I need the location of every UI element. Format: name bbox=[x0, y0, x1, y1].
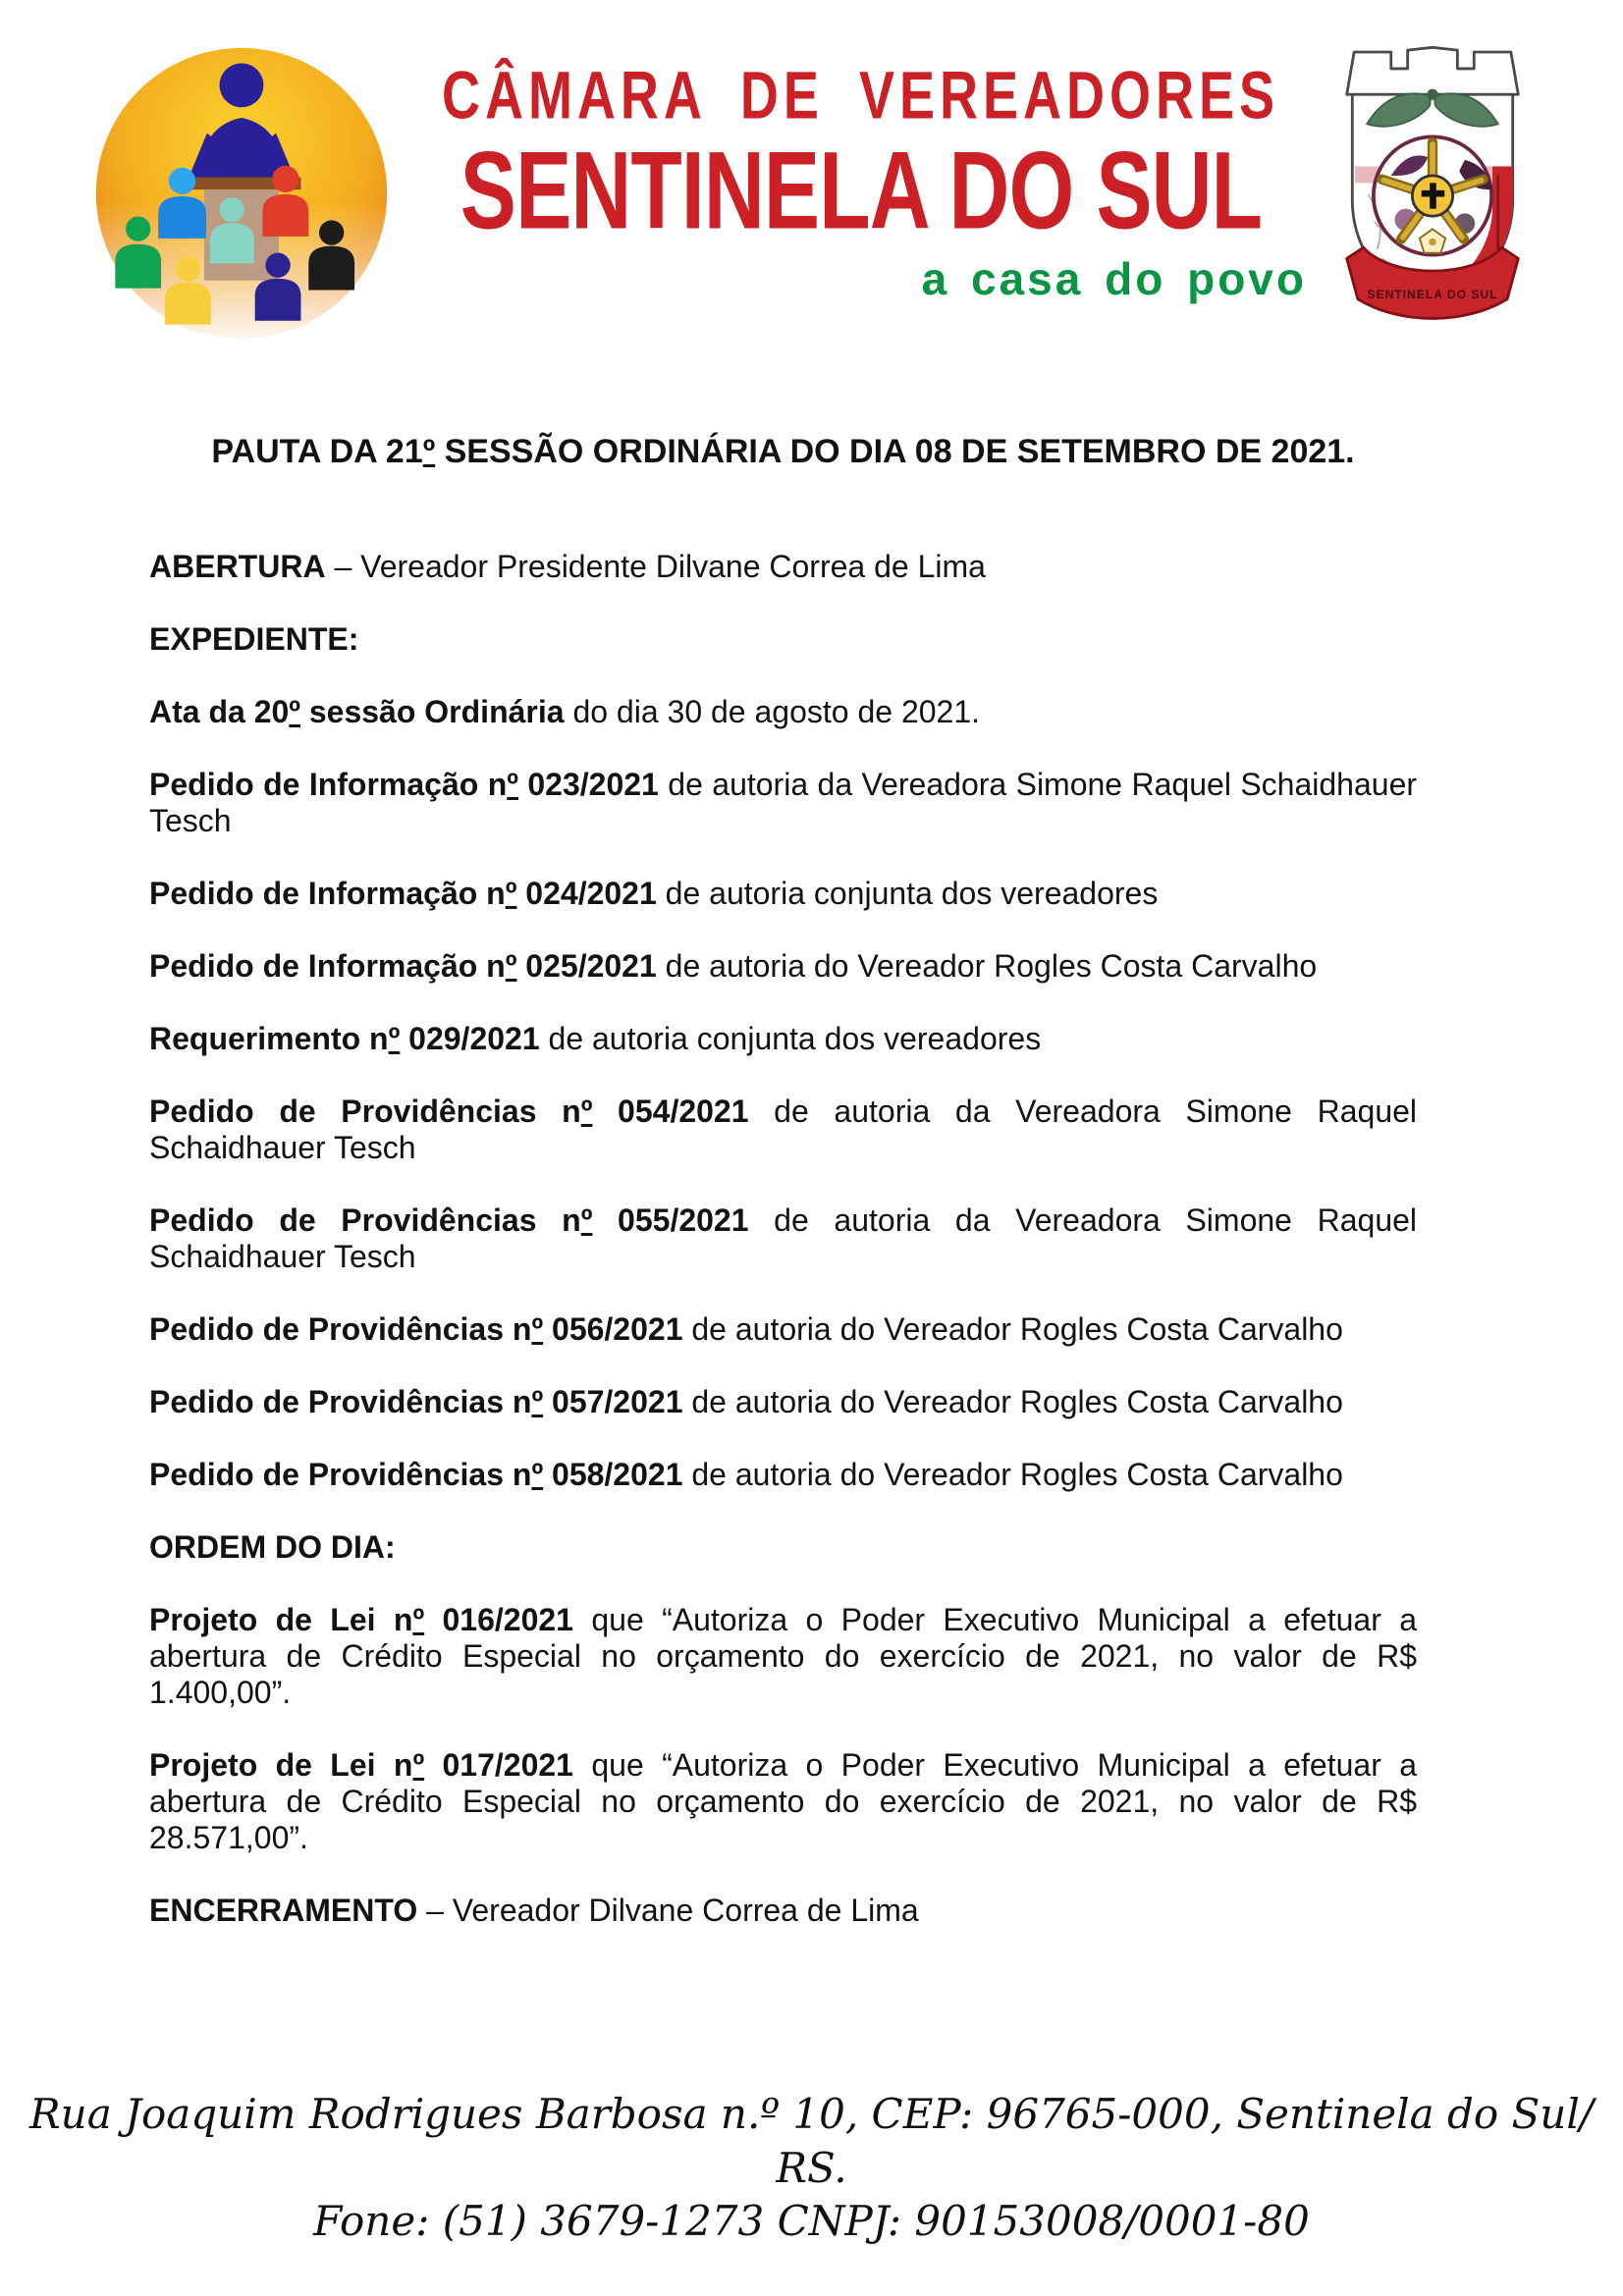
agenda-item-text: de autoria do Vereador Rogles Costa Carvalho bbox=[682, 1383, 1343, 1419]
agenda-item-text: de autoria conjunta dos vereadores bbox=[656, 875, 1159, 911]
agenda-item-heading: ABERTURA bbox=[149, 548, 326, 584]
agenda-item bbox=[149, 767, 1417, 839]
footer-contact: Fone: (51) 3679-1273 CNPJ: 90153008/0001-80 bbox=[313, 2197, 1310, 2246]
document-body bbox=[0, 361, 1623, 1929]
agenda-list bbox=[149, 549, 1417, 1929]
agenda-item-heading: ORDEM DO DIA: bbox=[149, 1528, 396, 1565]
masthead-text bbox=[395, 37, 1326, 305]
agenda-item-heading: Projeto de Lei nº 016/2021 bbox=[149, 1601, 573, 1637]
agenda-item-heading: Pedido de Informação nº 025/2021 bbox=[149, 947, 657, 984]
agenda-item-text: de autoria da Vereadora Simone Raquel Schaidhauer Tesch bbox=[149, 1093, 1418, 1165]
agenda-item-heading: Pedido de Providências nº 057/2021 bbox=[149, 1383, 683, 1419]
masthead bbox=[0, 0, 1623, 361]
agenda-item-text: – Vereador Dilvane Correa de Lima bbox=[417, 1892, 919, 1928]
agenda-item bbox=[149, 1094, 1417, 1166]
page-title: PAUTA DA 21º SESSÃO ORDINÁRIA DO DIA 08 DE SETEMBRO DE 2021. bbox=[211, 433, 1355, 470]
agenda-item-text: de autoria do Vereador Rogles Costa Carvalho bbox=[682, 1310, 1343, 1347]
agenda-item-heading: Pedido de Providências nº 054/2021 bbox=[149, 1093, 749, 1129]
agenda-item-text: que “Autoriza o Poder Executivo Municipal a efetuar a abertura de Crédito Especial no orçamento do exercício de 2021, no valor de R$ 1.400,00”. bbox=[149, 1601, 1418, 1710]
agenda-item-text: – Vereador Presidente Dilvane Correa de Lima bbox=[325, 548, 986, 584]
agenda-item-heading: Projeto de Lei nº 017/2021 bbox=[149, 1746, 573, 1783]
agenda-item bbox=[149, 621, 1417, 658]
agenda-item bbox=[149, 1529, 1417, 1566]
agenda-item bbox=[149, 1311, 1417, 1348]
agenda-item-heading: Pedido de Providências nº 056/2021 bbox=[149, 1310, 683, 1347]
camara-logo bbox=[88, 37, 395, 358]
agenda-item-heading: Pedido de Informação nº 024/2021 bbox=[149, 875, 657, 911]
agenda-item-heading: Requerimento nº 029/2021 bbox=[149, 1020, 540, 1056]
document-footer bbox=[0, 2088, 1623, 2249]
agenda-item-text: de autoria do Vereador Rogles Costa Carvalho bbox=[682, 1456, 1343, 1492]
agenda-item-heading: Pedido de Informação nº 023/2021 bbox=[149, 766, 659, 802]
agenda-item-heading: Ata da 20º sessão Ordinária bbox=[149, 693, 565, 729]
agenda-item bbox=[149, 876, 1417, 912]
agenda-item bbox=[149, 1893, 1417, 1929]
agenda-item bbox=[149, 948, 1417, 985]
agenda-item-heading: Pedido de Providências nº 058/2021 bbox=[149, 1456, 683, 1492]
agenda-item-text: de autoria do Vereador Rogles Costa Carvalho bbox=[656, 947, 1318, 984]
agenda-item bbox=[149, 1202, 1417, 1275]
camara-logo-image bbox=[88, 37, 395, 353]
agenda-item bbox=[149, 694, 1417, 730]
agenda-item-heading: Pedido de Providências nº 055/2021 bbox=[149, 1201, 749, 1238]
masthead-line1: CÂMARA DE VEREADORES bbox=[441, 58, 1280, 134]
masthead-line2: SENTINELA DO SUL bbox=[460, 129, 1262, 252]
agenda-item-heading: ENCERRAMENTO bbox=[149, 1892, 418, 1928]
agenda-item-text: do dia 30 de agosto de 2021. bbox=[564, 693, 981, 729]
footer-address: Rua Joaquim Rodrigues Barbosa n.º 10, CEP: 96765-000, Sentinela do Sul/ RS. bbox=[29, 2090, 1594, 2192]
agenda-item bbox=[149, 1747, 1417, 1856]
crest-banner-text: SENTINELA DO SUL bbox=[1367, 287, 1498, 301]
agenda-item bbox=[149, 1602, 1417, 1711]
agenda-item-text: de autoria da Vereadora Simone Raquel Schaidhauer Tesch bbox=[149, 766, 1418, 838]
agenda-item-text: de autoria conjunta dos vereadores bbox=[539, 1020, 1042, 1056]
agenda-item-text: de autoria da Vereadora Simone Raquel Schaidhauer Tesch bbox=[149, 1201, 1418, 1274]
municipal-crest bbox=[1326, 37, 1539, 330]
agenda-item bbox=[149, 1384, 1417, 1420]
agenda-item-heading: EXPEDIENTE: bbox=[149, 620, 359, 657]
crest-wheel-emblem bbox=[1374, 136, 1492, 254]
crest-crown bbox=[1347, 47, 1519, 94]
municipal-crest-image bbox=[1326, 37, 1539, 325]
agenda-item bbox=[149, 549, 1417, 585]
agenda-item-text: que “Autoriza o Poder Executivo Municipal a efetuar a abertura de Crédito Especial no orçamento do exercício de 2021, no valor de R$ 28.571,00”. bbox=[149, 1746, 1418, 1855]
agenda-item bbox=[149, 1021, 1417, 1057]
masthead-tagline: a casa do povo bbox=[921, 253, 1307, 304]
agenda-item bbox=[149, 1457, 1417, 1493]
